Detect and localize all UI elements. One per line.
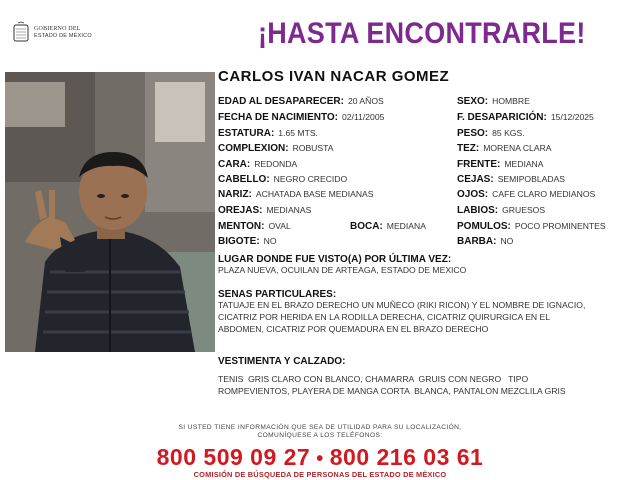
clothing-line-2: ROMPEVIENTOS, PLAYERA DE MANGA CORTA BLANCA, PANTALON MEZCLILA GRIS	[218, 386, 566, 396]
marks-line-2: CICATRIZ POR HERIDA EN LA RODILLA DERECHA, CICATRIZ QUIRURGICA EN EL	[218, 312, 551, 322]
field-orejas: OREJAS: MEDIANAS	[218, 205, 312, 216]
phone-number-2[interactable]: 800 216 03 61	[329, 444, 484, 470]
logo-line-1: GOBIERNO DEL	[34, 26, 81, 32]
field-desaparicion: F. DESAPARICIÓN: 15/12/2025	[457, 112, 594, 123]
contact-info-line-2: COMUNÍQUESE A LOS TELÉFONOS:	[257, 432, 383, 439]
phone-number-1[interactable]: 800 509 09 27	[156, 444, 311, 470]
phone-numbers	[108, 444, 532, 472]
field-ojos: OJOS: CAFE CLARO MEDIANOS	[457, 189, 596, 200]
field-tez: TEZ: MORENA CLARA	[457, 143, 552, 154]
government-logo	[12, 20, 122, 46]
marks-title: SENAS PARTICULARES:	[218, 289, 337, 300]
field-menton: MENTON: OVAL	[218, 221, 291, 232]
commission-name: COMISIÓN DE BÚSQUEDA DE PERSONAS DEL ESTADO DE MÉXICO	[193, 470, 447, 479]
field-cara: CARA: REDONDA	[218, 159, 298, 170]
field-peso: PESO: 85 KGS.	[457, 128, 525, 139]
field-complexion: COMPLEXION: ROBUSTA	[218, 143, 334, 154]
field-nariz: NARIZ: ACHATADA BASE MEDIANAS	[218, 189, 374, 200]
marks-line-1: TATUAJE EN EL BRAZO DERECHO UN MUÑECO (RIKI RICON) Y EL NOMBRE DE IGNACIO,	[218, 300, 586, 310]
field-frente: FRENTE: MEDIANA	[457, 159, 544, 170]
headline: ¡HASTA ENCONTRARLE!	[258, 17, 586, 50]
field-sexo: SEXO: HOMBRE	[457, 96, 530, 107]
logo-line-2: ESTADO DE MÉXICO	[34, 33, 92, 39]
clothing-title: VESTIMENTA Y CALZADO:	[218, 356, 346, 367]
contact-info	[130, 424, 510, 440]
person-photo	[5, 72, 215, 352]
person-name: CARLOS IVAN NACAR GOMEZ	[218, 68, 450, 85]
last-seen-text: PLAZA NUEVA, OCUILAN DE ARTEAGA, ESTADO DE MEXICO	[218, 265, 467, 275]
marks-line-3: ABDOMEN, CICATRIZ POR QUEMADURA EN EL BRAZO DERECHO	[218, 324, 489, 334]
field-cabello: CABELLO: NEGRO CRECIDO	[218, 174, 348, 185]
clothing-line-1: TENIS GRIS CLARO CON BLANCO, CHAMARRA GRUIS CON NEGRO TIPO	[218, 374, 529, 384]
field-nacimiento: FECHA DE NACIMIENTO: 02/11/2005	[218, 112, 385, 123]
person-photo-illustration	[5, 72, 215, 352]
field-boca: BOCA: MEDIANA	[350, 221, 426, 232]
field-barba: BARBA: NO	[457, 236, 514, 247]
field-cejas: CEJAS: SEMIPOBLADAS	[457, 174, 566, 185]
field-bigote: BIGOTE: NO	[218, 236, 277, 247]
last-seen-title: LUGAR DONDE FUE VISTO(A) POR ÚLTIMA VEZ:	[218, 254, 452, 265]
phone-separator: •	[316, 448, 324, 470]
field-edad: EDAD AL DESAPARECER: 20 AÑOS	[218, 96, 384, 107]
field-labios: LABIOS: GRUESOS	[457, 205, 546, 216]
field-pomulos: POMULOS: POCO PROMINENTES	[457, 221, 606, 232]
coat-of-arms-icon	[12, 21, 30, 45]
contact-info-line-1: SI USTED TIENE INFORMACIÓN QUE SEA DE UTILIDAD PARA SU LOCALIZACIÓN,	[178, 424, 462, 431]
field-estatura: ESTATURA: 1.65 MTS.	[218, 128, 318, 139]
